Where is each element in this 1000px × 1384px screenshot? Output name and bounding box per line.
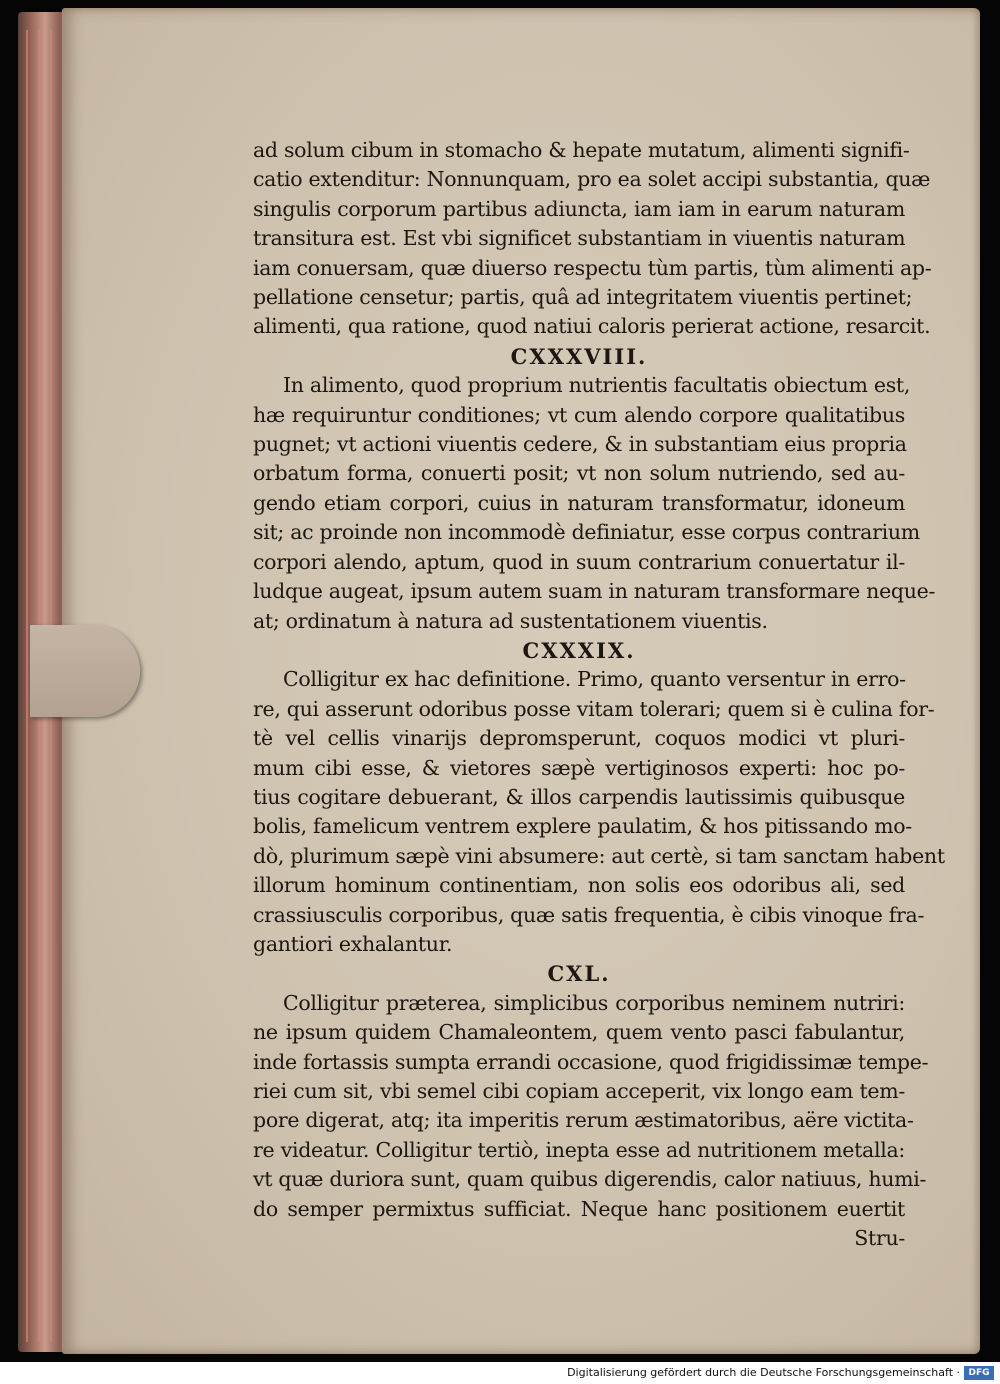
text-line: mum cibi esse, & vietores sæpè vertiginosos experti: hoc po-	[253, 755, 905, 780]
paragraph-2	[253, 371, 936, 636]
text-line: orbatum forma, conuerti posit; vt non solum nutriendo, sed au-	[253, 461, 905, 486]
text-line: ad solum cibum in stomacho & hepate mutatum, alimenti signifi-	[253, 138, 910, 162]
text-line: singulis corporum partibus adiuncta, iam iam in earum naturam	[253, 196, 905, 221]
text-line: bolis, famelicum ventrem explere paulatim, & hos pitissando mo-	[253, 814, 912, 839]
text-line: vt quæ duriora sunt, quam quibus digerendis, calor natiuus, humi-	[253, 1167, 927, 1192]
dfg-logo-icon: DFG	[964, 1366, 994, 1380]
text-line: Colligitur præterea, simplicibus corporibus neminem nutriri:	[283, 990, 905, 1015]
text-line: gantiori exhalantur.	[253, 931, 453, 956]
paragraph-4	[253, 989, 929, 1224]
text-line: crassiusculis corporibus, quæ satis frequentia, è cibis vinoque fra-	[253, 902, 925, 927]
text-line: re videatur. Colligitur tertiò, inepta esse ad nutritionem metalla:	[253, 1137, 905, 1162]
text-line: In alimento, quod proprium nutrientis facultatis obiectum est,	[283, 373, 911, 398]
text-line: Colligitur ex hac definitione. Primo, quanto versentur in erro-	[283, 667, 906, 692]
text-line: do semper permixtus sufficiat. Neque hanc positionem euertit	[253, 1196, 905, 1221]
text-line: alimenti, qua ratione, quod natiui caloris perierat actione, resarcit.	[253, 314, 931, 339]
text-line: re, qui asserunt odoribus posse vitam tolerari; quem si è culina for-	[253, 696, 935, 721]
text-line: at; ordinatum à natura ad sustentationem viuentis.	[253, 608, 768, 633]
paragraph-1	[253, 136, 932, 342]
text-line: sit; ac proinde non incommodè definiatur, esse corpus contrarium	[253, 520, 920, 545]
section-heading: CXXXIX.	[522, 637, 636, 663]
text-line: dò, plurimum sæpè vini absumere: aut certè, si tam sanctam habent	[253, 843, 945, 868]
text-line: pellatione censetur; partis, quâ ad integritatem viuentis pertinet;	[253, 285, 913, 310]
catchword: Stru-	[854, 1226, 905, 1251]
section-heading: CXXXVIII.	[510, 343, 648, 369]
bookmark-tab	[30, 625, 140, 717]
text-line: iam conuersam, quæ diuerso respectu tùm partis, tùm alimenti ap-	[253, 255, 932, 280]
text-line: corpori alendo, aptum, quod in suum contrarium conuertatur il-	[253, 549, 905, 574]
funding-notice: Digitalisierung gefördert durch die Deutsche Forschungsgemeinschaft ·	[567, 1366, 960, 1379]
text-line: tius cogitare debuerant, & illos carpendis lautissimis quibusque	[253, 784, 905, 809]
paragraph-3	[253, 665, 945, 959]
text-line: ne ipsum quidem Chamaleontem, quem vento pasci fabulantur,	[253, 1020, 905, 1045]
text-line: pore digerat, atq; ita imperitis rerum æstimatoribus, aëre victita-	[253, 1108, 914, 1133]
text-line: illorum hominum continentiam, non solis eos odoribus ali, sed	[253, 873, 905, 898]
text-line: ludque augeat, ipsum autem suam in naturam transformare neque-	[253, 579, 936, 604]
text-line: gendo etiam corpori, cuius in naturam transformatur, idoneum	[253, 490, 905, 515]
edge-line	[26, 30, 28, 1342]
text-line: tè vel cellis vinarijs depromsperunt, coquos modici vt pluri-	[253, 726, 905, 751]
text-block	[253, 136, 945, 1253]
text-line: riei cum sit, vbi semel cibi copiam acceperit, vix longo eam tem-	[253, 1079, 905, 1103]
section-heading: CXL.	[547, 961, 611, 987]
text-line: pugnet; vt actioni viuentis cedere, & in substantiam eius propria	[253, 432, 907, 457]
footer-bar	[0, 1362, 1000, 1384]
text-line: inde fortassis sumpta errandi occasione, quod frigidissimæ tempe-	[253, 1049, 929, 1074]
text-line: catio extenditur: Nonnunquam, pro ea solet accipi substantia, quæ	[253, 167, 931, 192]
text-line: hæ requiruntur conditiones; vt cum alendo corpore qualitatibus	[253, 402, 905, 427]
text-line: transitura est. Est vbi significet substantiam in viuentis naturam	[253, 226, 906, 251]
